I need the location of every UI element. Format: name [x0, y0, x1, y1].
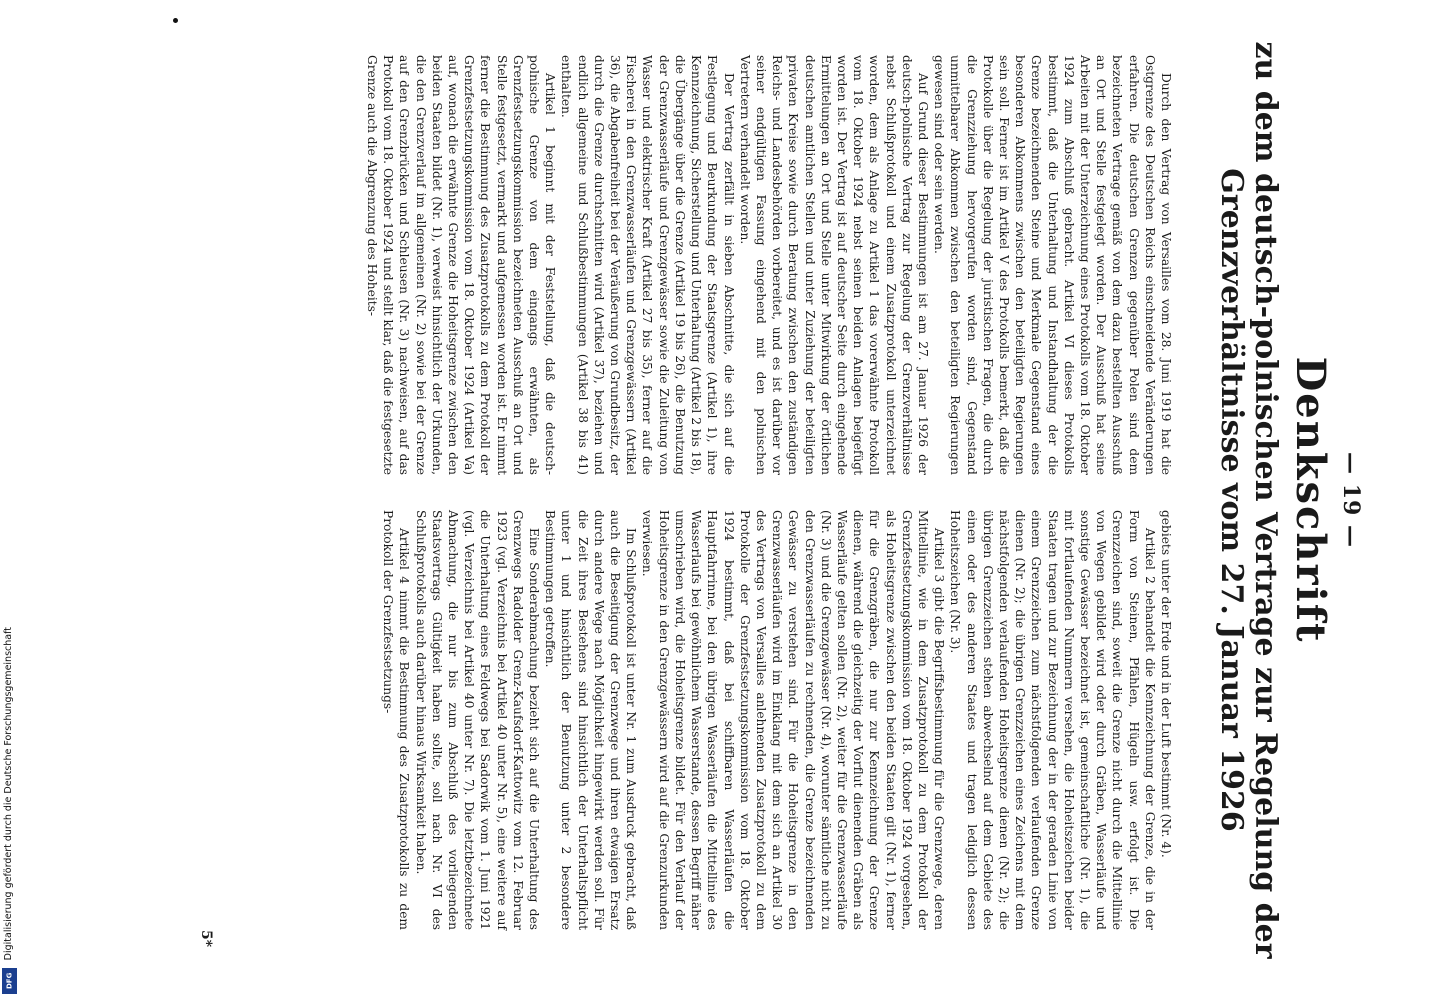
paragraph: Auf Grund dieser Bestimmungen ist am 27. Januar 1926 der deutsch-polnische Vertrag zur Regelung der Grenzverhältnisse nebst Schlußprotokoll und einem Zusatzprotokoll unterzeichnet worden, dem als Anlage zu Artikel 1 das vorerwähnte Protokoll vom 18. Oktober 1924 nebst seinen beiden Anlagen beigefügt worden ist. Der Vertrag ist auf deutscher Seite durch eingehende Ermittelungen an Ort und Stelle unter Mitwirkung der örtlichen deutschen amtlichen Stellen und unter Zuziehung der beteiligten privaten Kreise sowie durch Beratung zwischen den zuständigen Reichs- und Landesbehörden vorbereitet, und es ist darüber vor seiner endgültigen Fassung eingehend mit den polnischen Vertretern verhandelt worden. [737, 55, 930, 475]
dfg-logo-icon: DFG [2, 968, 17, 994]
sheet-signature-mark: 5* [198, 930, 214, 948]
document-subtitle: zu dem deutsch-polnischen Vertrage zur Regelung der Grenzverhältnisse vom 27. Januar 1926 [1214, 41, 1283, 959]
page-number: — 19 — [1338, 452, 1364, 548]
paragraph: Artikel 4 nimmt die Bestimmung des Zusatzprotokolls zu dem Protokoll der Grenzfestsetzungs- [381, 510, 412, 930]
paragraph: Im Schlußprotokoll ist unter Nr. 1 zum Ausdruck gebracht, daß auch die Beseitigung der Grenzwege und ihren etwaigen Ersatz durch andere Wege nach Möglichkeit hingewirkt werden soll. Für die Zeit ihres Bestehens sind hinsichtlich der Unterhaltspflicht unter 1 und hinsichtlich der Benutzung unter 2 besondere Bestimmungen getroffen. [543, 510, 639, 930]
digitization-credit [0, 0, 20, 1000]
paragraph: gebiets unter der Erde und in der Luft bestimmt (Nr. 4). [1159, 510, 1173, 858]
paragraph: Eine Sonderabmachung bezieht sich auf die Unterhaltung des Grenzwegs Radolder Grenz-Kaufsdorf-Kattowitz vom 12. Februar 1923 (vgl. Verzeichnis bei Artikel 40 unter Nr. 5), eine weitere auf die Unterhaltung eines Feldwegs bei Sadorwik vom 1. Juni 1921 (vgl. Verzeichnis bei Artikel 40 unter Nr. 7). Die letztbezeichnete Abmachung, die nur bis zum Abschluß des vorliegenden Staatsvertrags Gültigkeit haben sollte, soll nach Nr. VI des Schlußprotokolls auch darüber hinaus Wirksamkeit haben. [413, 510, 542, 930]
left-text-column [364, 55, 1174, 475]
paragraph: Der Vertrag zerfällt in sieben Abschnitte, die sich auf die Festlegung und Beurkundung der Staatsgrenze (Artikel 1), ihre Kennzeichnung, Sicherstellung und Unterhaltung (Artikel 2 bis 18), die Übergänge über die Grenze (Artikel 19 bis 26), die Benutzung der Grenzwasserläufe und Grenzgewässer sowie die Zuleitung von Wasser und elektrischer Kraft (Artikel 27 bis 35), ferner auf die Fischerei in den Grenzwasserläufen und Grenzgewässern (Artikel 36), die Abgabenfreiheit bei der Veräußerung von Grundbesitz, der durch die Grenze durchschnitten wird (Artikel 37), beziehen und endlich allgemeine und Schlußbestimmungen (Artikel 38 bis 41) enthalten. [559, 55, 736, 475]
paragraph: Artikel 3 gibt die Begriffsbestimmung für die Grenzwege, deren Mittellinie, wie in dem Zusatzprotokoll zu dem Protokoll der Grenzfestsetzungskommission vom 18. Oktober 1924 vorgesehen, als Hoheitsgrenze zwischen den beiden Staaten gilt (Nr. 1), ferner für die Grenzgräben, die nur zur Kennzeichnung der Grenze dienen, während die gleichzeitig der Vorflut dienenden Gräben als Wasserläufe gelten sollen (Nr. 2), weiter für die Grenzwasserläufe (Nr. 3) und die Grenzgewässer (Nr. 4), worunter sämtliche nicht zu den Grenzwasserläufen zu rechnenden, die Grenze bezeichnenden Gewässer zu verstehen sind. Für die Hoheitsgrenze in den Grenzwasserläufen wird im Einklang mit dem sich an Artikel 30 des Vertrags von Versailles anlehnenden Zusatzprotokoll zu dem Protokolle der Grenzfestsetzungskommission vom 18. Oktober 1924 bestimmt, daß bei schiffbaren Wasserläufen die Hauptfahrrinne, bei den übrigen Wasserläufen die Mittellinie des Wasserlaufs bei gewöhnlichem Wasserstande, dessen Begriff näher umschrieben wird, die Hoheitsgrenze bildet. Für den Verlauf der Hoheitsgrenze in den Grenzgewässern wird auf die Grenzurkunden verwiesen. [640, 510, 947, 930]
paragraph: Artikel 1 beginnt mit der Feststellung, daß die deutsch-polnische Grenze von dem eingangs erwähnten, als Grenzfestsetzungskommission bezeichneten Ausschuß an Ort und Stelle festgesetzt, vermarkt und aufgemessen worden ist. Er nimmt ferner die Bestimmung des Zusatzprotokolls zu dem Protokoll der Grenzfestsetzungskommission vom 18. Oktober 1924 (Artikel Va) auf, wonach die erwähnte Grenze die Hoheitsgrenze zwischen den beiden Staaten bildet (Nr. 1), verweist hinsichtlich der Urkunden, die den Grenzverlauf im allgemeinen (Nr. 2) sowie bei der Grenze auf den Grenzbrücken und Schleusen (Nr. 3) nachweisen, auf das Protokoll vom 18. Oktober 1924 und stellt klar, daß die festgesetzte Grenze auch die Abgrenzung des Hoheits- [365, 55, 558, 475]
margin-dot [173, 18, 178, 23]
document-title: Denkschrift [1287, 356, 1334, 644]
paragraph: Durch den Vertrag von Versailles vom 28. Juni 1919 hat die Ostgrenze des Deutschen Reichs einschneidende Veränderungen erfahren. Die deutschen Grenzen gegenüber Polen sind dem bezeichneten Vertrage gemäß von dem dazu bestellten Ausschuß an Ort und Stelle festgelegt worden. Der Ausschuß hat seine Arbeiten mit der Unterzeichnung eines Protokolls vom 18. Oktober 1924 zum Abschluß gebracht. Artikel VI dieses Protokolls bestimmt, daß die Unterhaltung und Instandhaltung der die Grenze bezeichnenden Steine und Merkmale Gegenstand eines besonderen Abkommens zwischen den beteiligten Regierungen sein soll. Ferner ist im Artikel V des Protokolls bemerkt, daß die Protokolle über die Regelung der juristischen Fragen, die durch die Grenzziehung hervorgerufen worden sind, Gegenstand unmittelbarer Abkommen zwischen den beteiligten Regierungen gewesen sind oder sein werden. [932, 55, 1173, 475]
right-text-column [380, 510, 1174, 930]
credit-text: Digitalisierung gefördert durch die Deutsche Forschungsgemeinschaft [3, 626, 14, 960]
paragraph: Artikel 2 behandelt die Kennzeichnung der Grenze, die in der Form von Steinen, Pfählen, Hügeln usw. erfolgt ist. Die Grenzzeichen sind, soweit die Grenze nicht durch die Mittellinie von Wegen gebildet wird oder durch Gräben, Wasserläufe und sonstige Gewässer bezeichnet ist, gemeinschaftliche (Nr. 1), die mit fortlaufenden Nummern versehen, die Hoheitszeichen beider Staaten tragen und zur Bezeichnung der in der geraden Linie von einem Grenzzeichen zum nächstfolgenden verlaufenden Grenze dienen (Nr. 2); die übrigen Grenzzeichen eines Zeichens mit dem nächstfolgenden verlaufenden Hoheitsgrenze dienen (Nr. 2); die übrigen Grenzzeichen stehen abwechselnd auf dem Gebiete des einen oder des anderen Staates und tragen lediglich dessen Hoheitszeichen (Nr. 3). [948, 510, 1157, 930]
